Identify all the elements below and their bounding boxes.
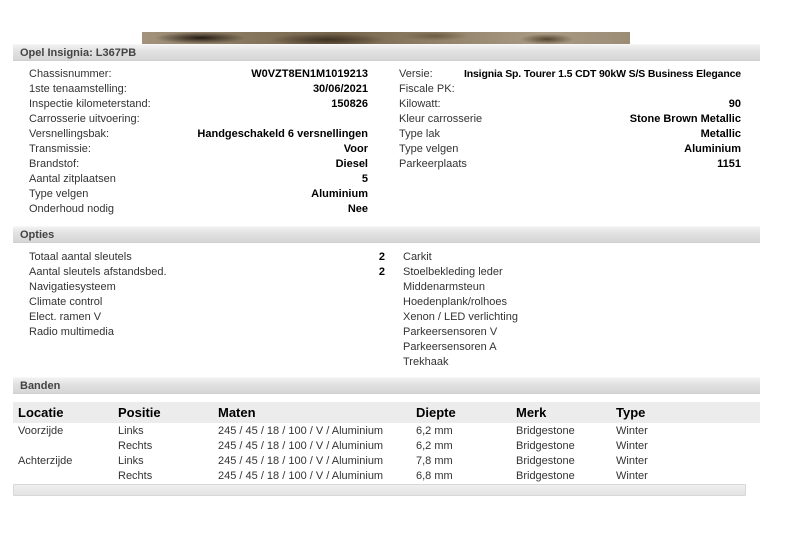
spec-row <box>399 157 741 172</box>
opties-section-title: Opties <box>20 229 55 241</box>
spec-row <box>29 112 368 127</box>
cell-diepte: 6,8 mm <box>416 469 453 482</box>
cell-maten: 245 / 45 / 18 / 100 / V / Aluminium <box>218 439 384 452</box>
option-row <box>29 265 385 280</box>
option-label: Navigatiesysteem <box>29 281 116 293</box>
option-value: 2 <box>378 266 385 278</box>
spec-row <box>29 67 368 82</box>
spec-label: Type velgen <box>29 188 89 200</box>
option-value: 2 <box>378 251 385 263</box>
spec-row <box>399 142 741 157</box>
spec-label: Kleur carrosserie <box>399 113 483 125</box>
spec-section <box>13 67 760 217</box>
spec-value: 1151 <box>717 158 741 170</box>
spec-row <box>399 82 741 97</box>
cell-positie: Links <box>118 424 144 437</box>
cell-type: Winter <box>616 454 648 467</box>
cell-positie: Rechts <box>118 469 153 482</box>
option-row <box>29 295 385 310</box>
cell-diepte: 6,2 mm <box>416 439 453 452</box>
spec-value: Voor <box>343 143 368 155</box>
spec-label: Type velgen <box>399 143 459 155</box>
table-row <box>13 453 760 468</box>
spec-value: Stone Brown Metallic <box>629 113 741 125</box>
tires-table <box>13 402 760 483</box>
spec-value: Aluminium <box>684 143 741 155</box>
cell-positie: Rechts <box>118 439 153 452</box>
column-header-diepte: Diepte <box>411 402 511 423</box>
vehicle-title-bar <box>13 44 760 61</box>
column-header-locatie: Locatie <box>13 402 113 423</box>
spec-label: Fiscale PK: <box>399 83 455 95</box>
cell-merk: Bridgestone <box>516 439 575 452</box>
bottom-section-bar <box>13 484 746 496</box>
page-title: Opel Insignia: L367PB <box>20 47 137 59</box>
spec-row <box>29 172 368 187</box>
column-gap <box>368 67 399 217</box>
option-item: Middenarmsteun <box>403 281 485 293</box>
spec-row <box>29 187 368 202</box>
banden-section-title: Banden <box>20 380 61 392</box>
cell-maten: 245 / 45 / 18 / 100 / V / Aluminium <box>218 454 384 467</box>
cell-merk: Bridgestone <box>516 469 575 482</box>
cell-locatie <box>13 438 113 453</box>
option-label: Totaal aantal sleutels <box>29 251 132 263</box>
spec-row <box>29 202 368 217</box>
cell-locatie: Achterzijde <box>18 454 73 467</box>
spec-row <box>399 127 741 142</box>
spec-value: 30/06/2021 <box>312 83 368 95</box>
option-row <box>29 280 385 295</box>
cell-merk: Bridgestone <box>516 424 575 437</box>
spec-label: Versie: <box>399 68 433 80</box>
spec-row <box>399 112 741 127</box>
spec-row <box>29 127 368 142</box>
cell-type: Winter <box>616 439 648 452</box>
cell-merk: Bridgestone <box>516 454 575 467</box>
table-row <box>13 423 760 438</box>
opties-column-right <box>403 250 723 370</box>
spec-label: Parkeerplaats <box>399 158 467 170</box>
option-item: Trekhaak <box>403 356 449 368</box>
opties-column-left <box>13 250 385 370</box>
spec-column-right <box>399 67 741 217</box>
spec-value: W0VZT8EN1M1019213 <box>251 68 368 80</box>
column-gap <box>385 250 403 370</box>
spec-label: Transmissie: <box>29 143 91 155</box>
spec-label: Aantal zitplaatsen <box>29 173 116 185</box>
option-row <box>29 325 385 340</box>
option-item: Parkeersensoren V <box>403 326 498 338</box>
spec-label: Kilowatt: <box>399 98 441 110</box>
spec-label: Type lak <box>399 128 440 140</box>
spec-label: Brandstof: <box>29 158 80 170</box>
opties-section-bar <box>13 226 760 243</box>
spec-label: Inspectie kilometerstand: <box>29 98 151 110</box>
cell-type: Winter <box>616 469 648 482</box>
option-item: Hoedenplank/rolhoes <box>403 296 507 308</box>
spec-label: 1ste tenaamstelling: <box>29 83 127 95</box>
banden-section-bar <box>13 377 760 394</box>
cell-diepte: 7,8 mm <box>416 454 453 467</box>
spec-row <box>29 97 368 112</box>
spec-value: Nee <box>347 203 368 215</box>
option-row <box>29 310 385 325</box>
option-label: Aantal sleutels afstandsbed. <box>29 266 167 278</box>
spec-column-left <box>13 67 368 217</box>
cell-diepte: 6,2 mm <box>416 424 453 437</box>
option-label: Radio multimedia <box>29 326 114 338</box>
spec-label: Versnellingsbak: <box>29 128 110 140</box>
option-item: Parkeersensoren A <box>403 341 497 353</box>
column-header-type: Type <box>611 402 760 423</box>
cell-positie: Links <box>118 454 144 467</box>
option-label: Climate control <box>29 296 103 308</box>
cell-locatie: Voorzijde <box>18 424 64 437</box>
cell-type: Winter <box>616 424 648 437</box>
spec-value: Handgeschakeld 6 versnellingen <box>197 128 368 140</box>
table-row <box>13 438 760 453</box>
spec-label: Carrosserie uitvoering: <box>29 113 140 125</box>
spec-label: Chassisnummer: <box>29 68 112 80</box>
cell-locatie <box>13 468 113 483</box>
spec-value: Aluminium <box>311 188 368 200</box>
table-row <box>13 468 760 483</box>
column-header-merk: Merk <box>511 402 611 423</box>
cell-maten: 245 / 45 / 18 / 100 / V / Aluminium <box>218 469 384 482</box>
cell-maten: 245 / 45 / 18 / 100 / V / Aluminium <box>218 424 384 437</box>
option-item: Xenon / LED verlichting <box>403 311 518 323</box>
option-row <box>29 250 385 265</box>
spec-value: 150826 <box>331 98 368 110</box>
column-header-positie: Positie <box>113 402 213 423</box>
option-item: Stoelbekleding leder <box>403 266 503 278</box>
spec-row <box>29 142 368 157</box>
spec-label: Onderhoud nodig <box>29 203 115 215</box>
spec-row <box>399 97 741 112</box>
opties-section <box>13 250 760 370</box>
spec-row <box>29 82 368 97</box>
spec-value: 5 <box>361 173 368 185</box>
table-header-row <box>13 402 760 423</box>
option-item: Carkit <box>403 251 432 263</box>
spec-value: Diesel <box>335 158 368 170</box>
option-label: Elect. ramen V <box>29 311 102 323</box>
spec-row <box>29 157 368 172</box>
column-header-maten: Maten <box>213 402 411 423</box>
spec-value: Metallic <box>700 128 741 140</box>
spec-value: 90 <box>728 98 741 110</box>
spec-row <box>399 67 741 82</box>
spec-value: Insignia Sp. Tourer 1.5 CDT 90kW S/S Business Elegance <box>463 68 741 80</box>
